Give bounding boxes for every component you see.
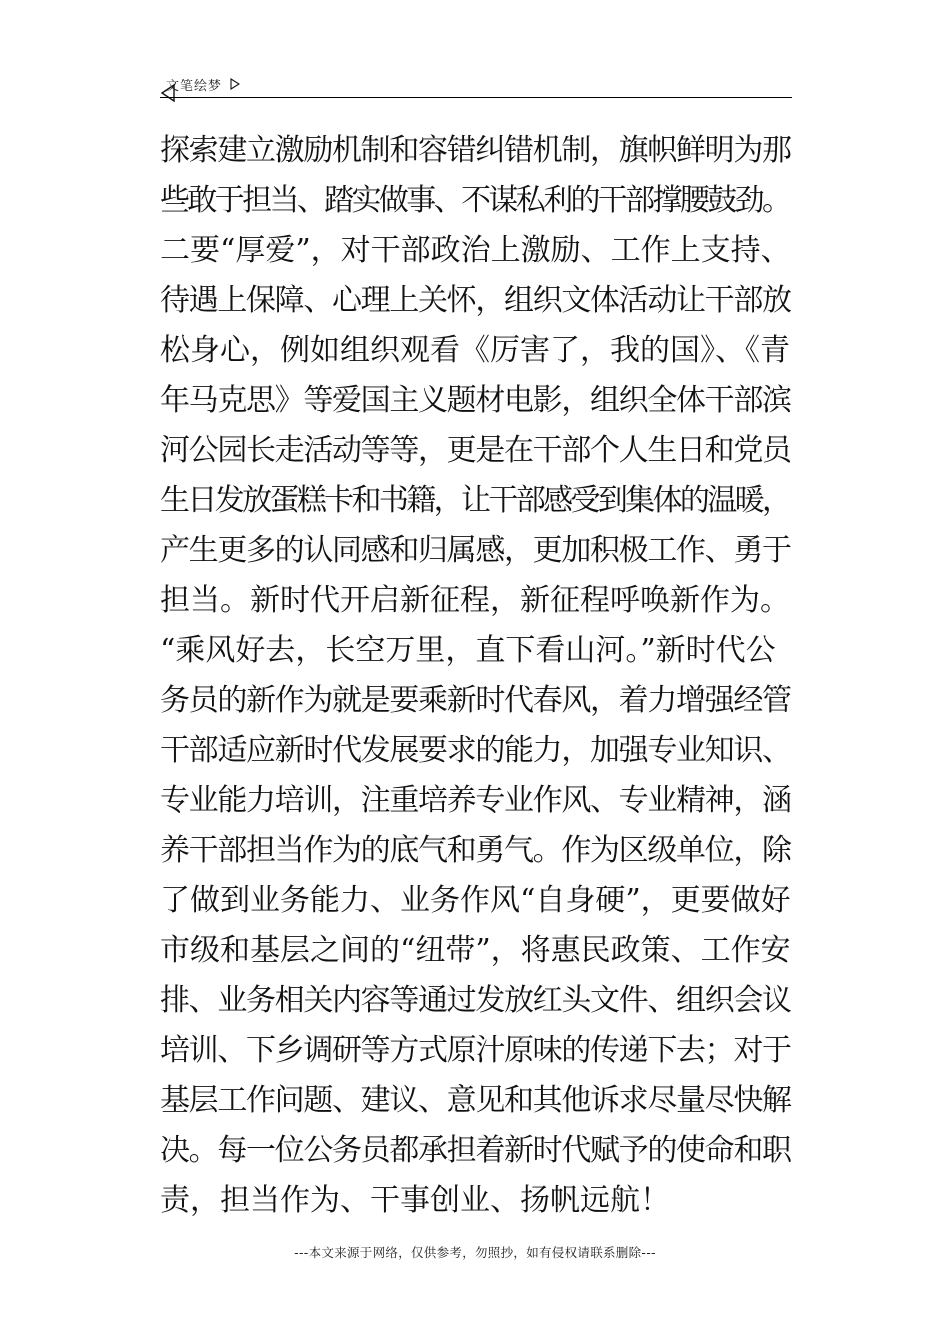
text-line: 务员的新作为就是要乘新时代春风，着力增强经管 bbox=[160, 683, 791, 718]
header-divider bbox=[160, 97, 792, 98]
text-line: 市级和基层之间的“纽带”，将惠民政策、工作安 bbox=[160, 933, 791, 968]
text-line: 探索建立激励机制和容错纠错机制，旗帜鲜明为那 bbox=[160, 133, 791, 168]
text-line: 二要“厚爱”，对干部政治上激励、工作上支持、 bbox=[160, 233, 791, 268]
footer-disclaimer: ---本文来源于网络，仅供参考，勿照抄，如有侵权请联系删除--- bbox=[294, 1245, 656, 1260]
text-line: 年马克思》等爱国主义题材电影，组织全体干部滨 bbox=[160, 383, 791, 418]
text-line: 河公园长走活动等等，更是在干部个人生日和党员 bbox=[160, 433, 791, 468]
page-header bbox=[160, 72, 792, 98]
text-line: 排、业务相关内容等通过发放红头文件、组织会议 bbox=[160, 983, 791, 1018]
text-line: 决。每一位公务员都承担着新时代赋予的使命和职 bbox=[160, 1133, 791, 1168]
text-line: “乘风好去，长空万里，直下看山河。”新时代公 bbox=[160, 633, 776, 668]
text-line: 松身心，例如组织观看《厉害了，我的国》、《青 bbox=[160, 333, 790, 368]
text-line: 养干部担当作为的底气和勇气。作为区级单位，除 bbox=[160, 833, 791, 868]
header-brand: 文笔绘梦 bbox=[166, 78, 223, 94]
text-line: 产生更多的认同感和归属感，更加积极工作、勇于 bbox=[160, 533, 791, 568]
text-line: 了做到业务能力、业务作风“自身硬”，更要做好 bbox=[160, 883, 791, 918]
text-line: 专业能力培训，注重培养专业作风、专业精神，涵 bbox=[160, 783, 791, 818]
article-body bbox=[160, 126, 792, 1226]
text-line: 培训、下乡调研等方式原汁原味的传递下去；对于 bbox=[160, 1033, 791, 1068]
text-line: 待遇上保障、心理上关怀，组织文体活动让干部放 bbox=[160, 283, 791, 318]
text-line: 干部适应新时代发展要求的能力，加强专业知识、 bbox=[160, 733, 791, 768]
text-line: 些敢于担当、踏实做事、不谋私利的干部撑腰鼓劲。 bbox=[160, 183, 790, 218]
triangle-right-icon bbox=[230, 75, 240, 94]
text-line: 基层工作问题、建议、意见和其他诉求尽量尽快解 bbox=[160, 1083, 791, 1118]
text-line: 责，担当作为、干事创业、扬帆远航！ bbox=[160, 1183, 670, 1218]
text-line: 生日发放蛋糕卡和书籍，让干部感受到集体的温暖， bbox=[160, 483, 790, 518]
text-line: 担当。新时代开启新征程，新征程呼唤新作为。 bbox=[160, 583, 790, 618]
